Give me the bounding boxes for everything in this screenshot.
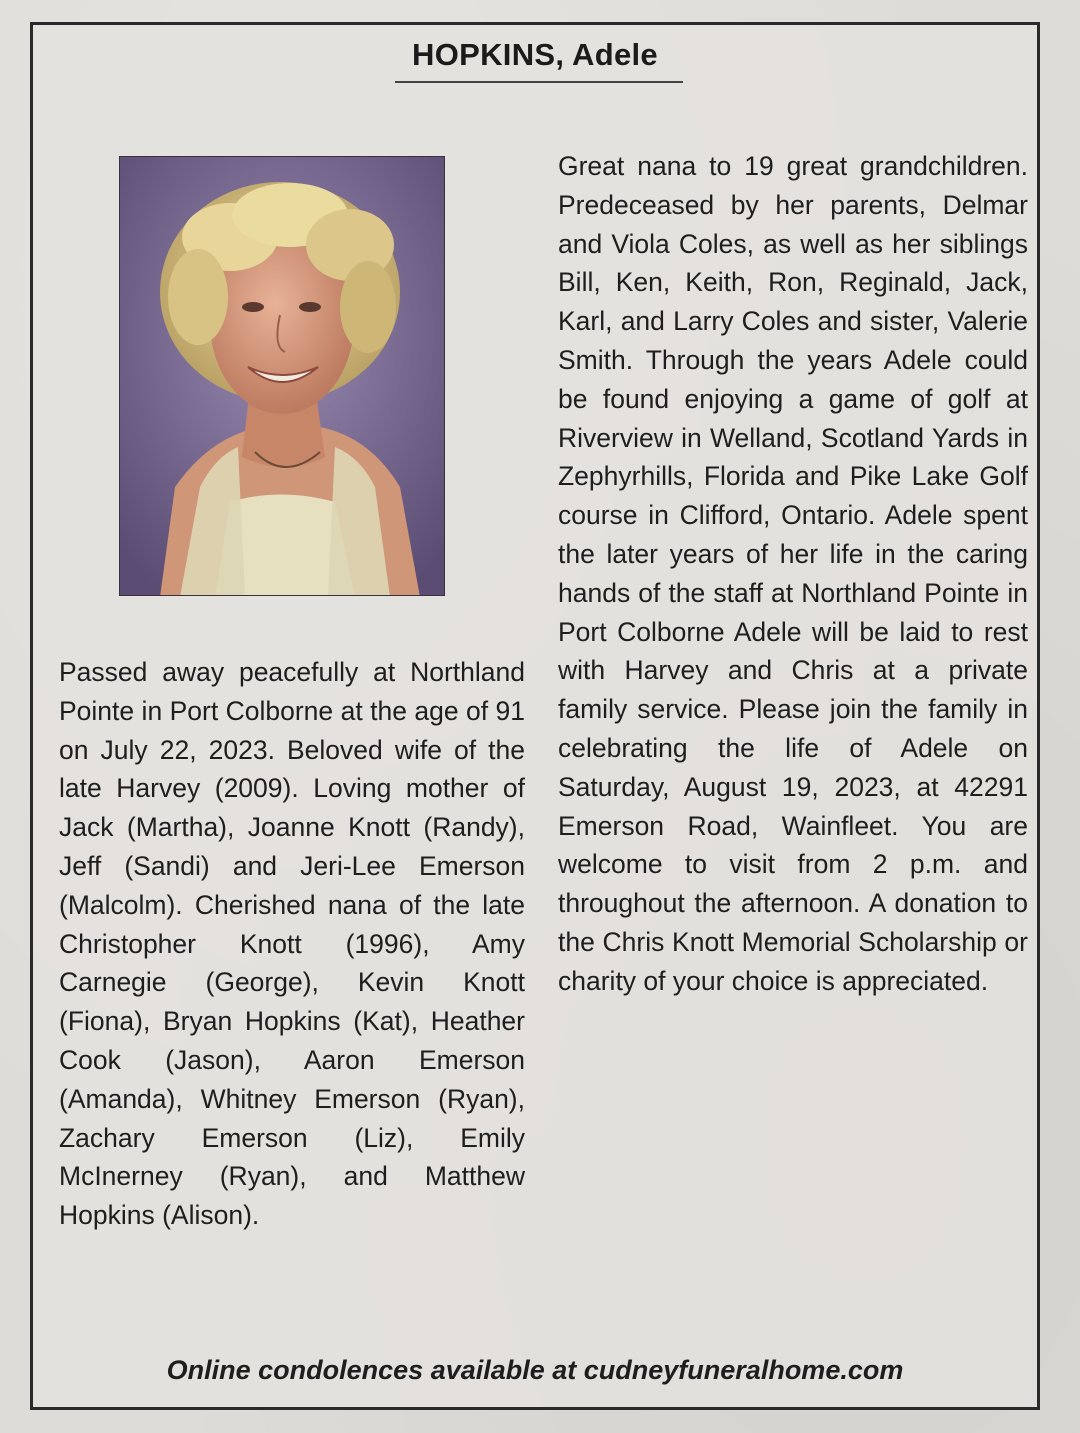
title-underline	[395, 81, 683, 83]
obituary-left-column: Passed away peacefully at Northland Pointe in Port Colborne at the age of 91 on July 22, 2023. Beloved wife of the late Harvey (2009). Loving mother of Jack (Martha), Joanne Knott (Randy), Jeff (Sandi) and Jeri-Lee Emerson (Malcolm). Cherished nana of the late Christopher Knott (1996), Amy Carnegie (George), Kevin Knott (Fiona), Bryan Hopkins (Kat), Heather Cook (Jason), Aaron Emerson (Amanda), Whitney Emerson (Ryan), Zachary Emerson (Liz), Emily McInerney (Ryan), and Matthew Hopkins (Alison).	[59, 657, 525, 1231]
condolences-footer: Online condolences available at cudneyfuneralhome.com	[166, 1355, 904, 1385]
obituary-box	[30, 22, 1040, 1410]
portrait-photo-icon	[120, 157, 445, 596]
obituary-right-column: Great nana to 19 great grandchildren. Predeceased by her parents, Delmar and Viola Coles, as well as her siblings Bill, Ken, Keith, Ron, Reginald, Jack, Karl, and Larry Coles and sister, Valerie Smith. Through the years Adele could be found enjoying a game of golf at Riverview in Welland, Scotland Yards in Zephyrhills, Florida and Pike Lake Golf course in Clifford, Ontario. Adele spent the later years of her life in the caring hands of the staff at Northland Pointe in Port Colborne Adele will be laid to rest with Harvey and Chris at a private family service. Please join the family in celebrating the life of Adele on Saturday, August 19, 2023, at 42291 Emerson Road, Wainfleet. You are welcome to visit from 2 p.m. and throughout the afternoon. A donation to the Chris Knott Memorial Scholarship or charity of your choice is appreciated.	[558, 151, 1028, 996]
obituary-title: HOPKINS, Adele	[412, 37, 658, 72]
portrait-photo	[119, 156, 445, 596]
